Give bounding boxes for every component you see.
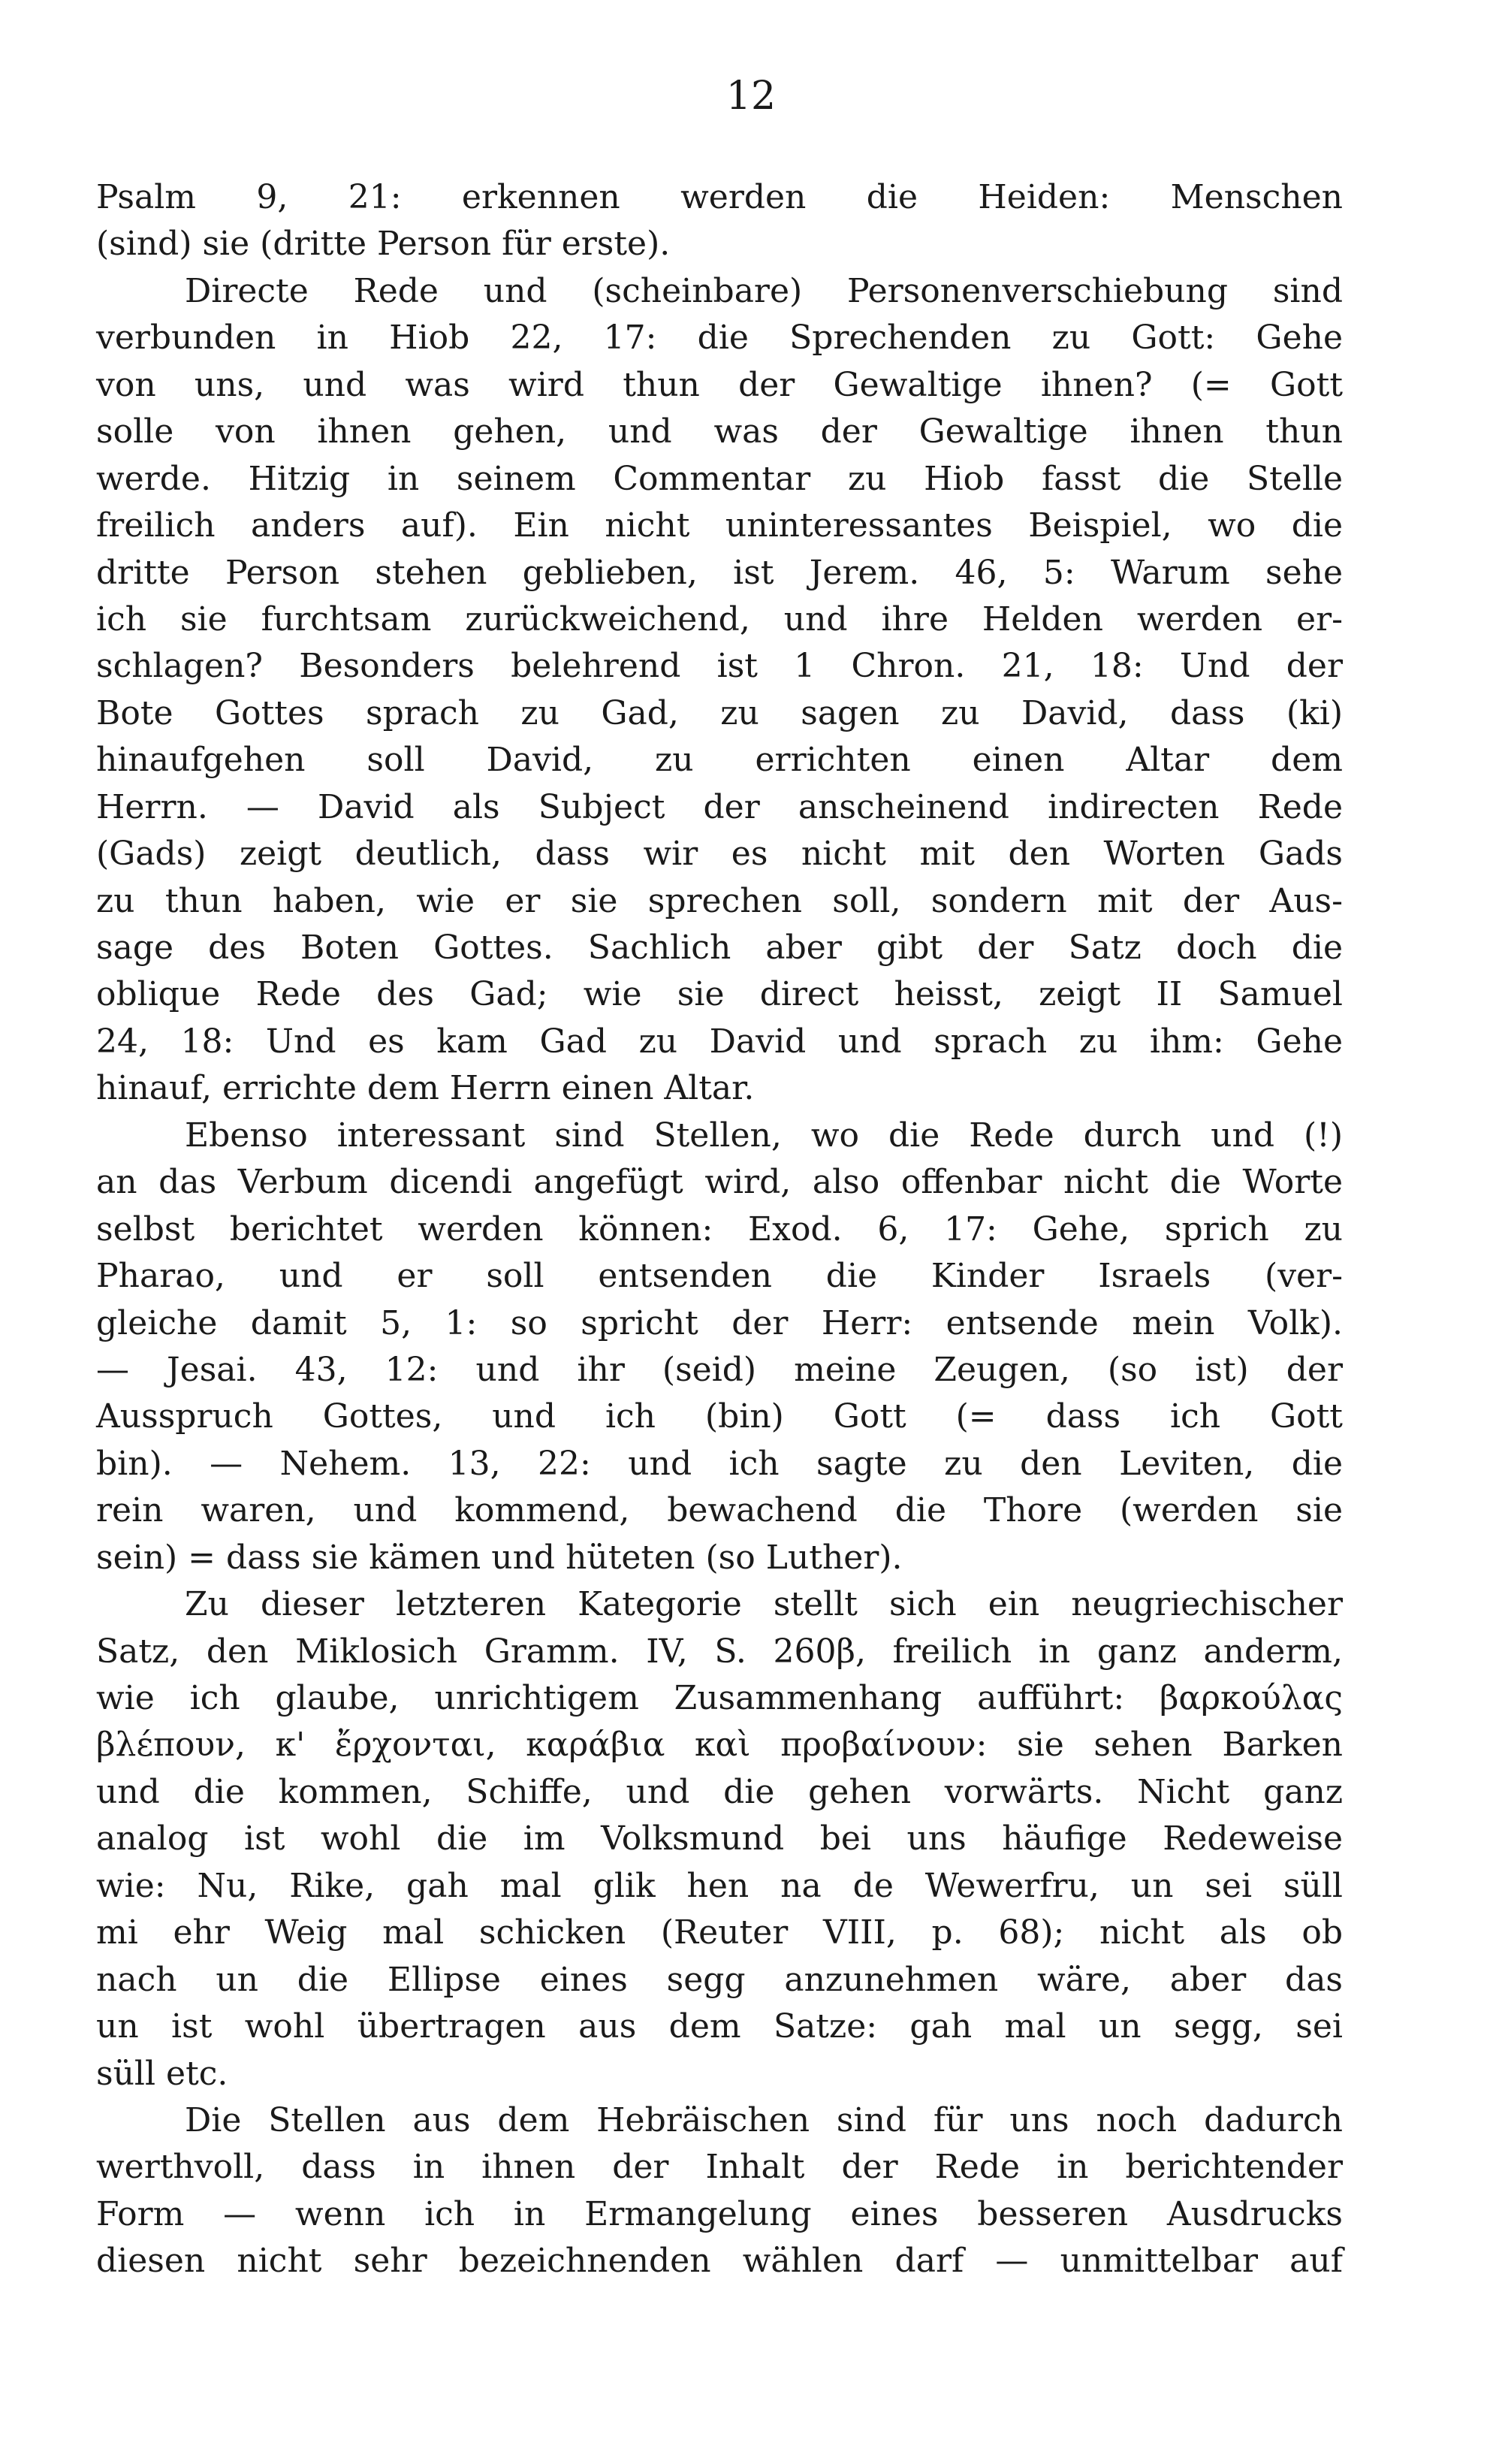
text-line: werthvoll, dass in ihnen der Inhalt der Rede in berichtender <box>96 2148 1343 2187</box>
text-line: un ist wohl übertragen aus dem Satze: gah mal un segg, sei <box>96 2007 1343 2046</box>
text-line: zu thun haben, wie er sie sprechen soll, sondern mit der Aus- <box>96 881 1343 920</box>
text-line: Directe Rede und (scheinbare) Personenverschiebung sind <box>185 271 1343 310</box>
text-line: selbst berichtet werden können: Exod. 6, 17: Gehe, sprich zu <box>96 1209 1343 1249</box>
text-line: solle von ihnen gehen, und was der Gewaltige ihnen thun <box>96 412 1343 451</box>
text-line: süll etc. <box>96 2054 228 2093</box>
text-line: Herrn. — David als Subject der anscheinend indirecten Rede <box>96 787 1343 826</box>
text-line: Ausspruch Gottes, und ich (bin) Gott (= dass ich Gott <box>96 1397 1343 1436</box>
text-line: dritte Person stehen geblieben, ist Jerem. 46, 5: Warum sehe <box>96 553 1343 592</box>
text-line: schlagen? Besonders belehrend ist 1 Chron. 21, 18: Und der <box>96 647 1343 686</box>
text-line: Satz, den Miklosich Gramm. IV, S. 260β, freilich in ganz anderm, <box>96 1632 1343 1671</box>
text-line: Ebenso interessant sind Stellen, wo die Rede durch und (!) <box>185 1116 1343 1155</box>
text-line: — Jesai. 43, 12: und ihr (seid) meine Zeugen, (so ist) der <box>96 1350 1343 1389</box>
text-line: hinaufgehen soll David, zu errichten einen Altar dem <box>96 741 1343 780</box>
text-line: sage des Boten Gottes. Sachlich aber gibt der Satz doch die <box>96 929 1343 967</box>
text-line: Die Stellen aus dem Hebräischen sind für uns noch dadurch <box>185 2100 1343 2139</box>
text-line: oblique Rede des Gad; wie sie direct heisst, zeigt II Samuel <box>96 975 1343 1014</box>
text-line: βλέπουν, κ' ἔρχονται, καράβια καὶ προβαίνουν: sie sehen Barken <box>96 1726 1343 1765</box>
text-line: Pharao, und er soll entsenden die Kinder Israels (ver- <box>96 1257 1343 1296</box>
text-line: Bote Gottes sprach zu Gad, zu sagen zu David, dass (ki) <box>96 693 1343 732</box>
text-line: gleiche damit 5, 1: so spricht der Herr: entsende mein Volk). <box>96 1303 1343 1342</box>
text-line: Psalm 9, 21: erkennen werden die Heiden: Menschen <box>96 178 1343 216</box>
body-text <box>96 174 1343 2285</box>
text-line: analog ist wohl die im Volksmund bei uns häufige Redeweise <box>96 1819 1343 1859</box>
text-line: verbunden in Hiob 22, 17: die Sprechenden zu Gott: Gehe <box>96 319 1343 358</box>
text-line: sein) = dass sie kämen und hüteten (so Luther). <box>96 1538 903 1577</box>
text-line: (Gads) zeigt deutlich, dass wir es nicht mit den Worten Gads <box>96 835 1343 874</box>
text-line: Form — wenn ich in Ermangelung eines besseren Ausdrucks <box>96 2194 1343 2233</box>
text-line: rein waren, und kommend, bewachend die Thore (werden sie <box>96 1491 1343 1530</box>
text-line: bin). — Nehem. 13, 22: und ich sagte zu den Leviten, die <box>96 1444 1343 1483</box>
text-line: nach un die Ellipse eines segg anzunehmen wäre, aber das <box>96 1960 1343 1999</box>
text-line: hinauf, errichte dem Herrn einen Altar. <box>96 1069 755 1108</box>
text-line: und die kommen, Schiffe, und die gehen vorwärts. Nicht ganz <box>96 1772 1343 1811</box>
page-number: 12 <box>725 74 777 119</box>
text-line: wie: Nu, Rike, gah mal glik hen na de Wewerfru, un sei süll <box>96 1866 1343 1905</box>
text-line: 24, 18: Und es kam Gad zu David und sprach zu ihm: Gehe <box>96 1022 1343 1061</box>
text-line: an das Verbum dicendi angefügt wird, also offenbar nicht die Worte <box>96 1163 1343 1202</box>
text-line: werde. Hitzig in seinem Commentar zu Hiob fasst die Stelle <box>96 459 1343 498</box>
text-line: von uns, und was wird thun der Gewaltige ihnen? (= Gott <box>96 365 1343 404</box>
text-line: diesen nicht sehr bezeichnenden wählen darf — unmittelbar auf <box>96 2242 1343 2281</box>
text-line: (sind) sie (dritte Person für erste). <box>96 225 671 264</box>
text-line: ich sie furchtsam zurückweichend, und ihre Helden werden er- <box>96 599 1343 639</box>
text-line: wie ich glaube, unrichtigem Zusammenhang aufführt: βαρκούλας <box>96 1679 1343 1717</box>
text-line: Zu dieser letzteren Kategorie stellt sich ein neugriechischer <box>185 1585 1343 1624</box>
text-line: freilich anders auf). Ein nicht uninteressantes Beispiel, wo die <box>96 506 1343 545</box>
text-line: mi ehr Weig mal schicken (Reuter VIII, p. 68); nicht als ob <box>96 1913 1343 1952</box>
